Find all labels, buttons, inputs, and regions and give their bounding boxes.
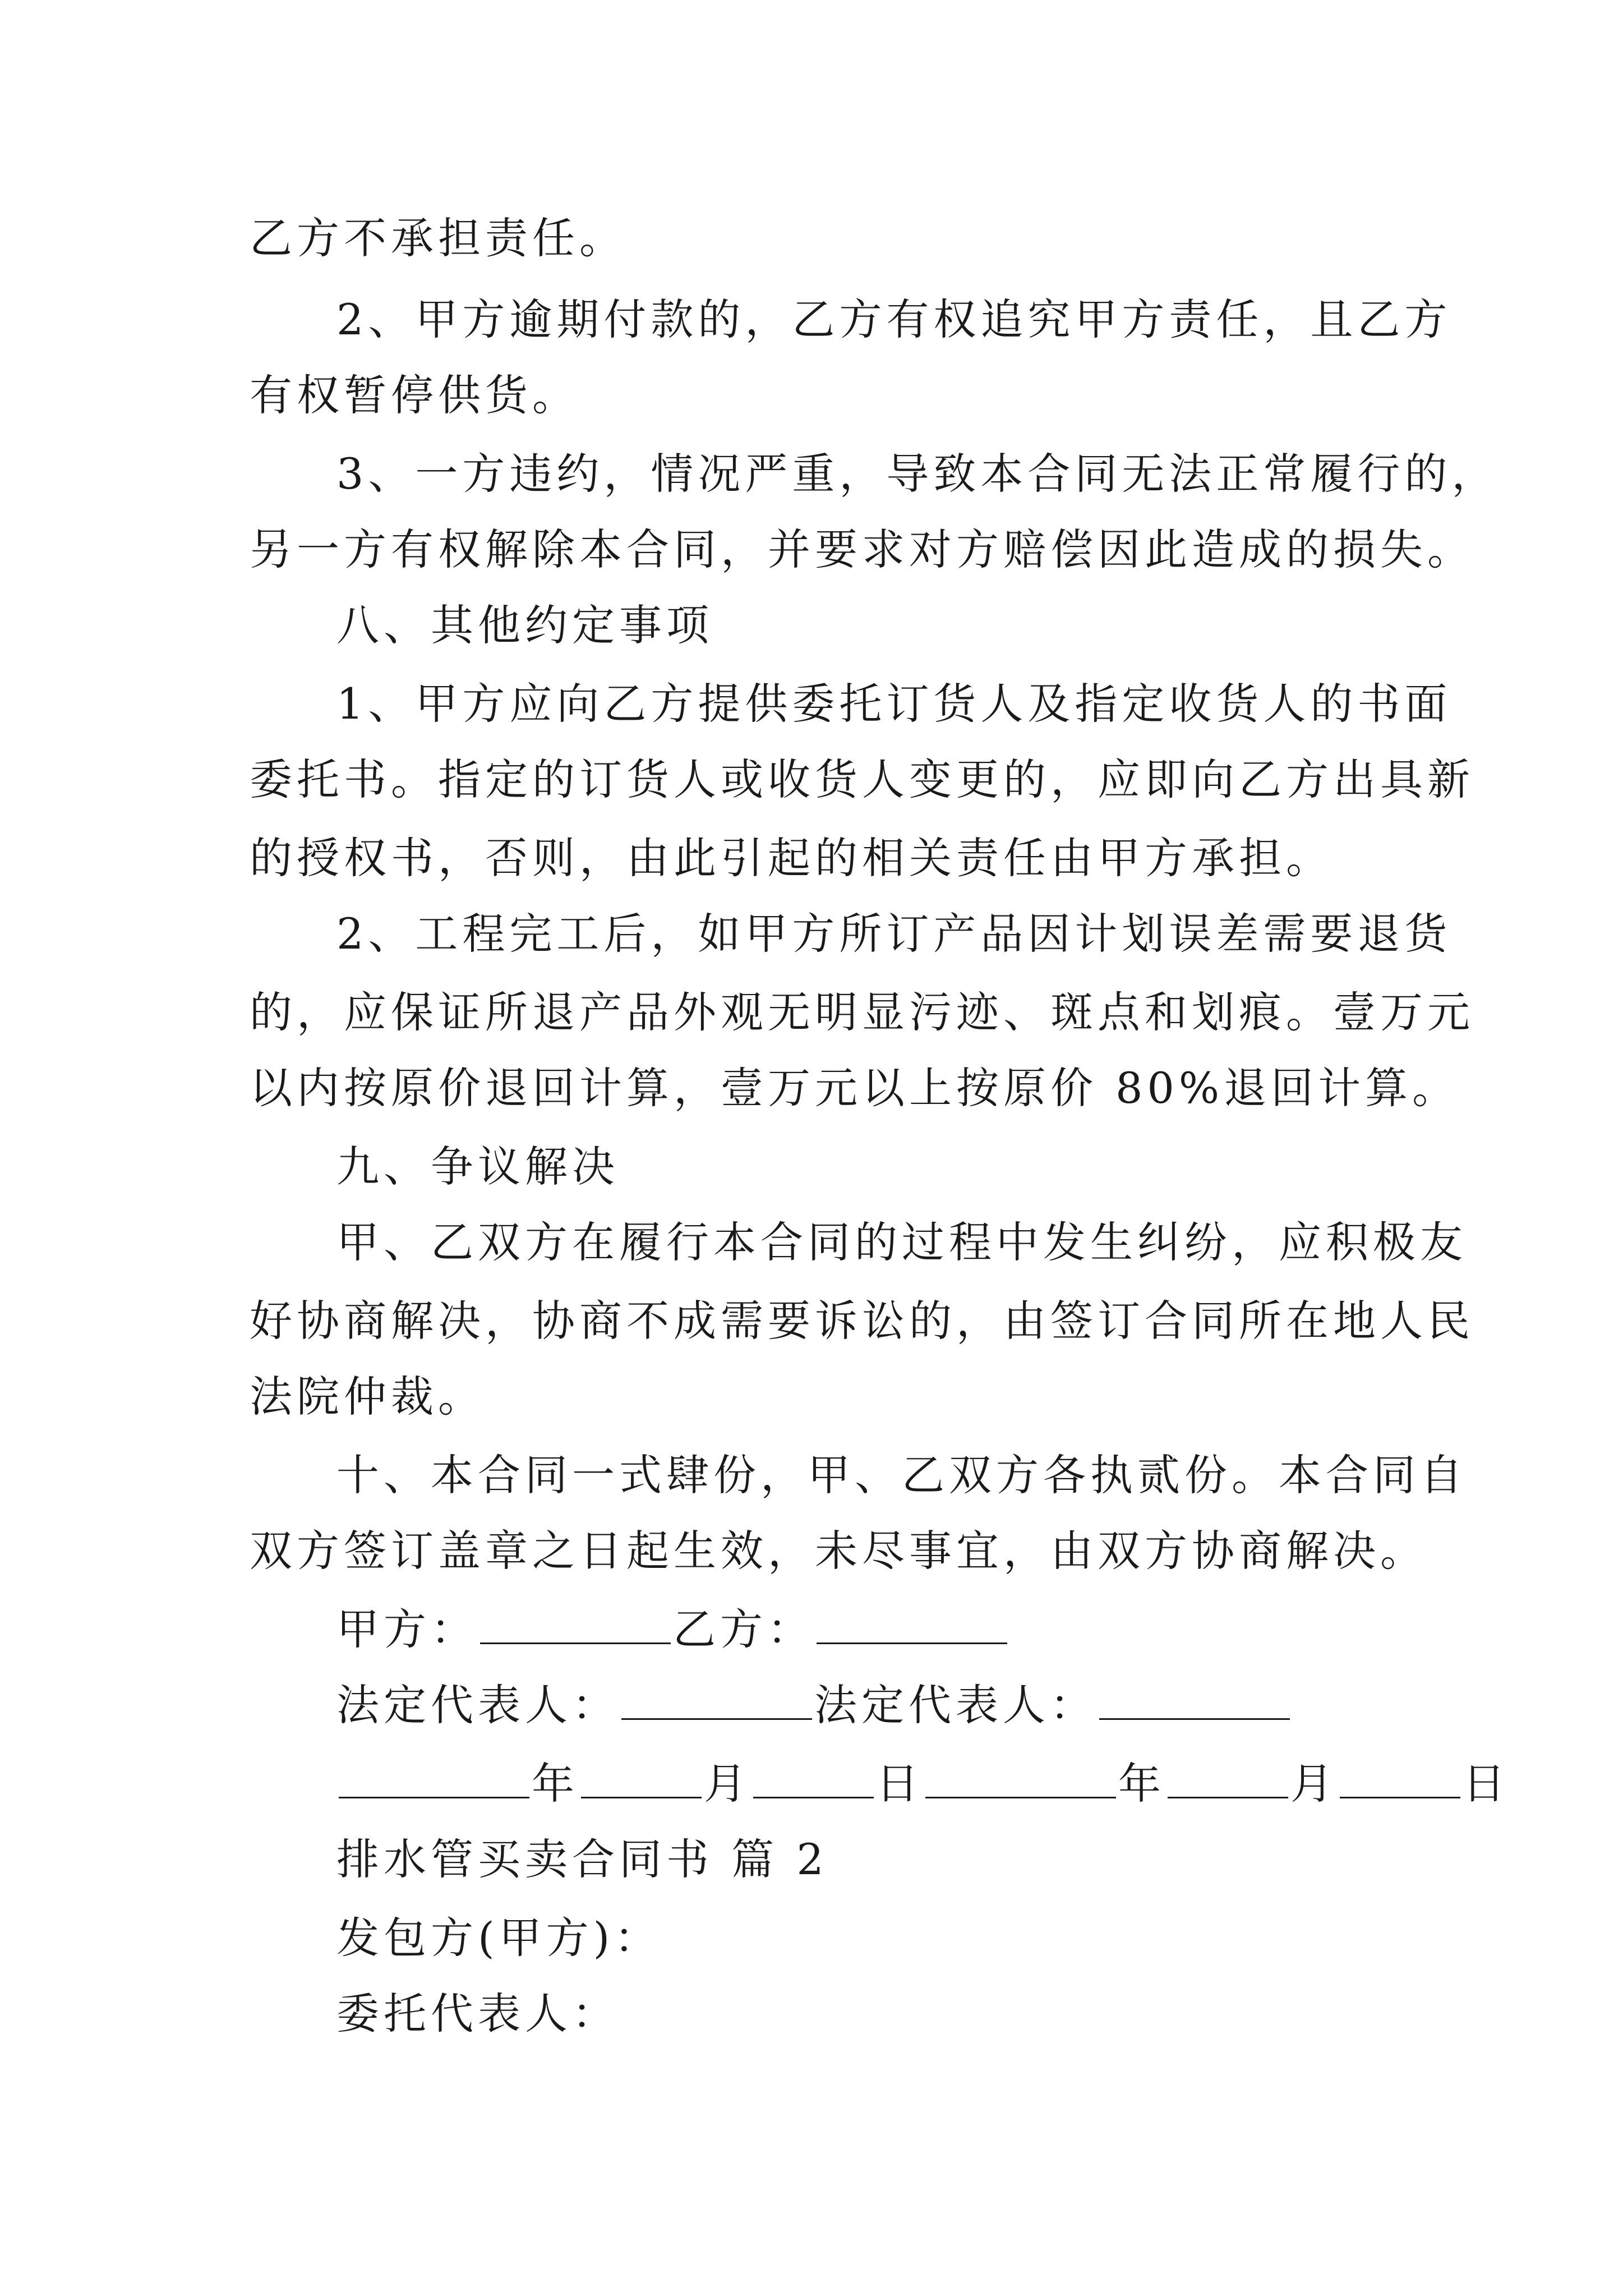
month-a-label: 月 [704, 1759, 751, 1809]
day-b-blank [1340, 1757, 1460, 1798]
year-b-blank [925, 1757, 1116, 1798]
text-line: 1、甲方应向乙方提供委托订货人及指定收货人的书面 [336, 679, 1452, 729]
contractor-label: 发包方(甲方)： [336, 1913, 662, 1963]
text-line: 以内按原价退回计算，壹万元以上按原价 80%退回计算。 [250, 1063, 1460, 1113]
year-b-label: 年 [1118, 1759, 1165, 1809]
party-a-blank [480, 1603, 671, 1644]
rep-b-label: 法定代表人： [814, 1680, 1097, 1730]
rep-a-label: 法定代表人： [336, 1680, 619, 1730]
rep-b-blank [1099, 1679, 1290, 1720]
text-line: 法院仲裁。 [250, 1372, 485, 1421]
agent-label: 委托代表人： [336, 1989, 619, 2039]
text-line: 另一方有权解除本合同，并要求对方赔偿因此造成的损失。 [250, 524, 1474, 574]
text-line: 甲、乙双方在履行本合同的过程中发生纠纷，应积极友 [336, 1217, 1467, 1267]
year-a-label: 年 [532, 1759, 579, 1809]
section-heading: 九、争议解决 [336, 1142, 619, 1191]
text-line: 乙方不承担责任。 [250, 213, 626, 263]
text-line: 的授权书，否则，由此引起的相关责任由甲方承担。 [250, 833, 1333, 883]
rep-a-blank [621, 1679, 812, 1720]
signature-representatives [336, 1677, 1292, 1733]
text-line: 好协商解决，协商不成需要诉讼的，由签订合同所在地人民 [250, 1296, 1474, 1346]
party-b-blank [817, 1603, 1007, 1644]
day-b-label: 日 [1463, 1759, 1510, 1809]
day-a-blank [753, 1757, 874, 1798]
year-a-blank [339, 1757, 529, 1798]
party-a-label: 甲方： [336, 1604, 478, 1654]
text-line: 有权暂停供货。 [250, 370, 579, 420]
month-a-blank [581, 1757, 702, 1798]
section-heading: 八、其他约定事项 [336, 600, 713, 650]
month-b-blank [1168, 1757, 1288, 1798]
text-line: 的，应保证所退产品外观无明显污迹、斑点和划痕。壹万元 [250, 987, 1474, 1037]
month-b-label: 月 [1290, 1759, 1338, 1809]
text-line: 委托书。指定的订货人或收货人变更的，应即向乙方出具新 [250, 754, 1474, 804]
section-title: 排水管买卖合同书 篇 2 [336, 1834, 828, 1884]
text-line: 十、本合同一式肆份，甲、乙双方各执贰份。本合同自 [336, 1450, 1467, 1500]
text-line: 2、工程完工后，如甲方所订产品因计划误差需要退货 [336, 909, 1452, 959]
text-line: 2、甲方逾期付款的，乙方有权追究甲方责任，且乙方 [336, 295, 1452, 344]
day-a-label: 日 [876, 1759, 923, 1809]
text-line: 双方签订盖章之日起生效，未尽事宜，由双方协商解决。 [250, 1526, 1427, 1576]
signature-parties [336, 1602, 1009, 1658]
text-line: 3、一方违约，情况严重，导致本合同无法正常履行的， [336, 449, 1499, 499]
party-b-label: 乙方： [673, 1604, 814, 1654]
signature-dates [336, 1756, 1510, 1812]
